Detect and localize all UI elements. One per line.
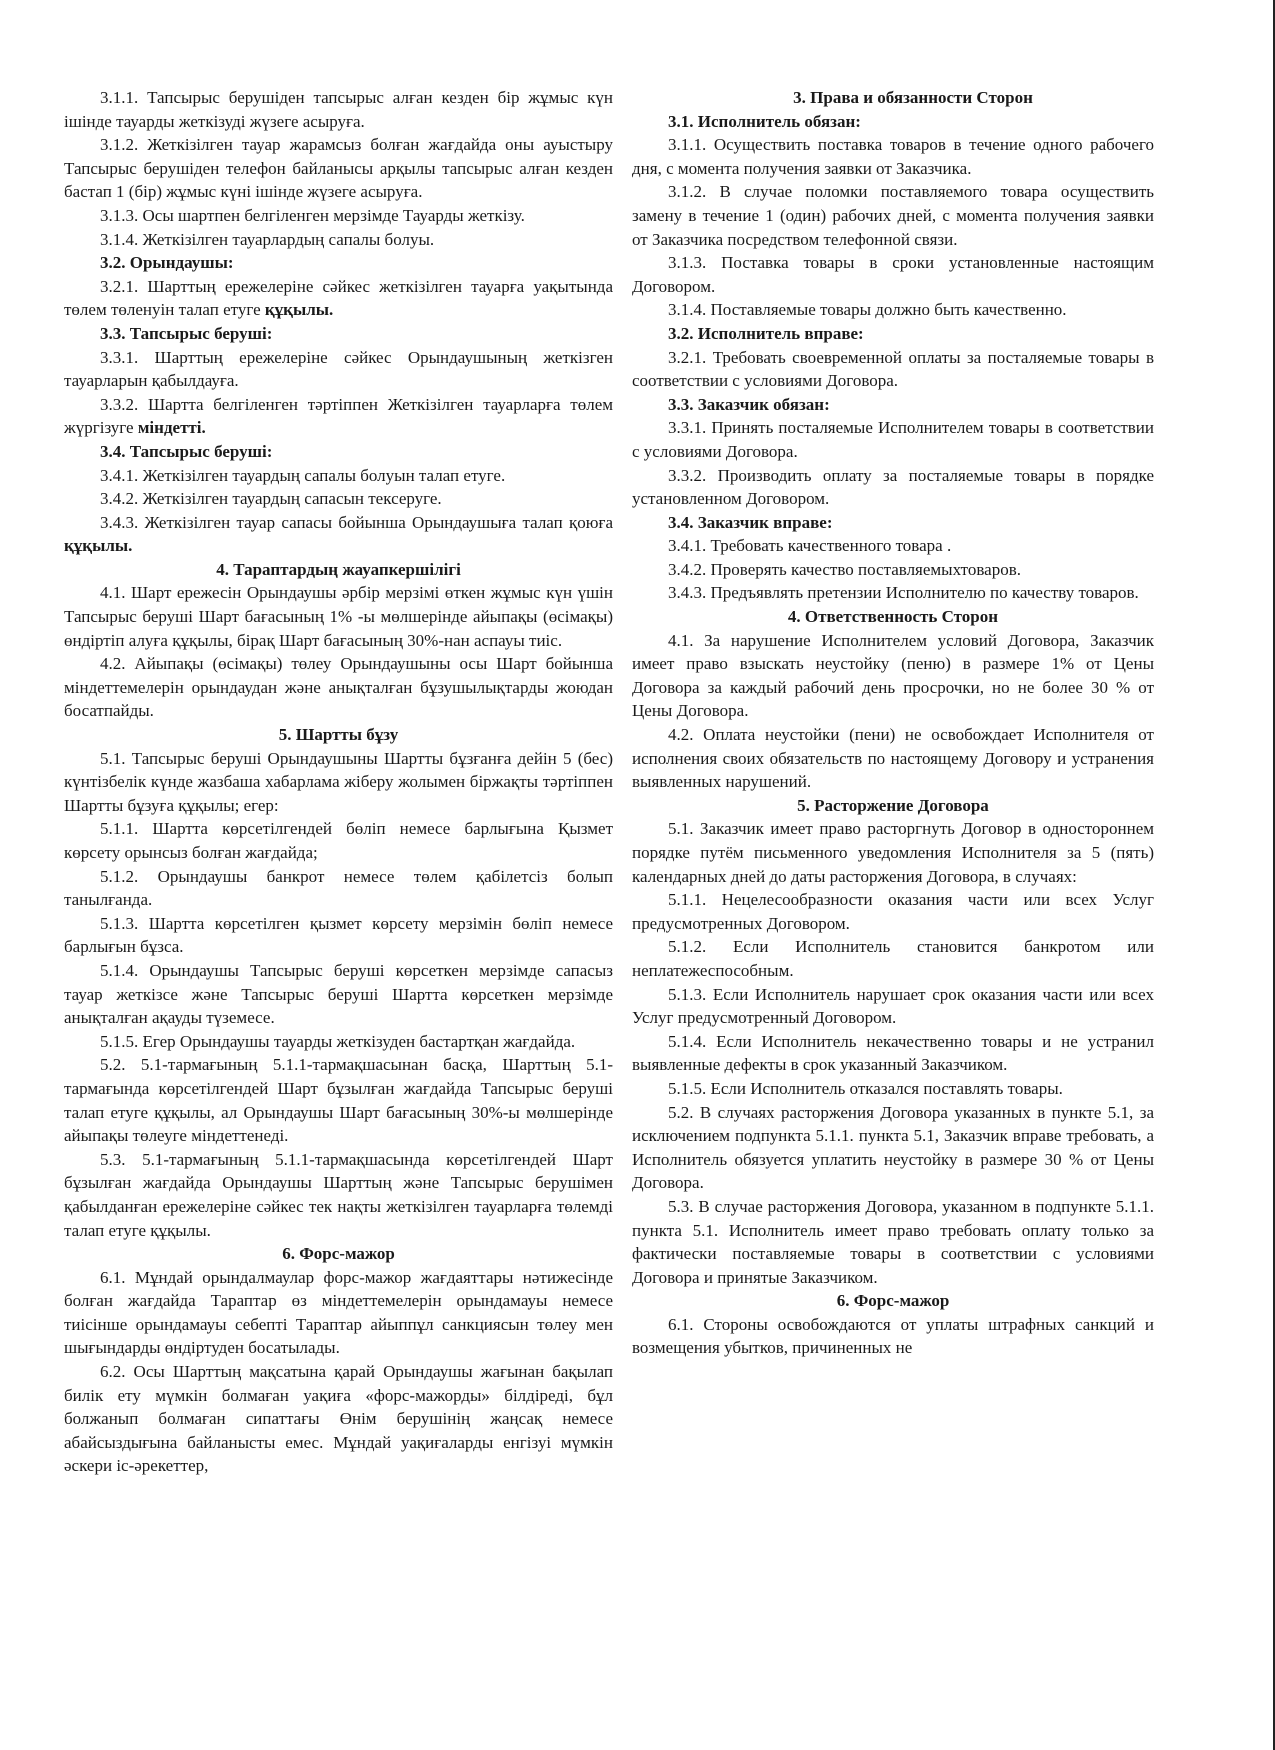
clause-3-2-1-kz-bold: құқылы. bbox=[264, 300, 334, 320]
clause-3-1-4-kz: 3.1.4. Жеткізілген тауарлардың сапалы болуы. bbox=[100, 229, 435, 249]
heading-3-1-ru: 3.1. Исполнитель обязан: bbox=[668, 111, 861, 131]
heading-3-3-ru: 3.3. Заказчик обязан: bbox=[668, 394, 830, 414]
heading-3-2-kz: 3.2. Орындаушы: bbox=[100, 253, 234, 273]
clause-3-3-2-kz bbox=[64, 393, 613, 440]
russian-column bbox=[632, 86, 1154, 1360]
clause-5-2-ru: 5.2. В случаях расторжения Договора указанных в пункте 5.1, за исключением подпункта 5.1.1. пункта 5.1, Заказчик вправе требовать, а Исполнитель обязуется уплатить неустойку в размере 30 % от Цены Договора. bbox=[632, 1102, 1154, 1193]
clause-5-1-ru: 5.1. Заказчик имеет право расторгнуть Договор в одностороннем порядке путём письменного уведомления Исполнителя за 5 (пять) календарных дней до даты расторжения Договора, в случаях: bbox=[632, 819, 1154, 886]
clause-5-1-5-kz: 5.1.5. Егер Орындаушы тауарды жеткізуден бастартқан жағдайда. bbox=[100, 1031, 576, 1051]
clause-4-1-ru: 4.1. За нарушение Исполнителем условий Договора, Заказчик имеет право взыскать неустойку (пеню) в размере 1% от Цены Договора за каждый рабочий день просрочки, но не более 30 % от Цены Договора. bbox=[632, 630, 1154, 721]
clause-4-1-kz: 4.1. Шарт ережесін Орындаушы әрбір мерзімі өткен жұмыс күн үшін Тапсырыс беруші Шарт бағасының 1% -ы мөлшерінде айыпақы (өсімақы) өндіртіп алуға құқылы, бірақ Шарт бағасының 30%-нан аспауы тиіс. bbox=[64, 583, 613, 650]
clause-5-1-4-kz: 5.1.4. Орындаушы Тапсырыс беруші көрсеткен мерзімде сапасыз тауар жеткізсе және Тапсырыс беруші Шартта көрсеткен мерзімде анықталған ақауды түземесе. bbox=[64, 960, 613, 1028]
heading-4-ru: 4. Ответственность Сторон bbox=[787, 607, 999, 627]
clause-3-1-2-kz: 3.1.2. Жеткізілген тауар жарамсыз болған жағдайда оны ауыстыру Тапсырыс берушіден телефон байланысы арқылы тапсырыс алған кезден бастап 1 (бір) жұмыс күні ішінде жүзеге асыруға. bbox=[64, 135, 613, 202]
clause-3-3-1-ru: 3.3.1. Принять посталяемые Исполнителем товары в соответствии с условиями Договора. bbox=[632, 418, 1154, 461]
clause-3-4-3-kz bbox=[64, 511, 613, 558]
clause-3-4-3-kz-text: 3.4.3. Жеткізілген тауар сапасы бойынша Орындаушыға талап қоюға bbox=[100, 512, 613, 532]
clause-5-1-2-ru: 5.1.2. Если Исполнитель становится банкротом или неплатежеспособным. bbox=[632, 937, 1154, 980]
heading-6-ru: 6. Форс-мажор bbox=[836, 1291, 950, 1311]
heading-3-4-kz: 3.4. Тапсырыс беруші: bbox=[100, 441, 273, 461]
clause-3-1-1-kz: 3.1.1. Тапсырыс берушіден тапсырыс алған кезден бір жұмыс күн ішінде тауарды жеткізуді жүзеге асыруға. bbox=[64, 88, 613, 131]
clause-3-4-2-kz: 3.4.2. Жеткізілген тауардың сапасын тексеруге. bbox=[100, 489, 442, 509]
clause-5-3-ru: 5.3. В случае расторжения Договора, указанном в подпункте 5.1.1. пункта 5.1. Исполнитель имеет право требовать оплату только за фактически поставляемые товары в соответствии с условиями Договора и принятые Заказчиком. bbox=[632, 1196, 1154, 1287]
clause-3-3-2-kz-text: 3.3.2. Шартта белгіленген тәртіппен Жеткізілген тауарларға төлем жүргізуге bbox=[64, 394, 613, 438]
clause-4-2-kz: 4.2. Айыпақы (өсімақы) төлеу Орындаушыны осы Шарт бойынша міндеттемелерін орындаудан және анықталған бұзушылықтарды жоюдан босатпайды. bbox=[64, 654, 613, 721]
clause-3-2-1-ru: 3.2.1. Требовать своевременной оплаты за посталяемые товары в соответствии с условиями Договора. bbox=[632, 347, 1154, 391]
clause-3-1-3-ru: 3.1.3. Поставка товары в сроки установленные настоящим Договором. bbox=[632, 253, 1154, 296]
clause-3-3-1-kz: 3.3.1. Шарттың ережелеріне сәйкес Орындаушының жеткізген тауарларын қабылдауға. bbox=[64, 347, 613, 391]
clause-3-2-1-kz bbox=[64, 275, 613, 322]
clause-6-2-kz: 6.2. Осы Шарттың мақсатына қарай Орындаушы жағынан бақылап билік ету мүмкін болмаған уақиға «форс-мажорды» білдіреді, бұл болжанып болмаған сипаттағы Өнім берушінің жаңсақ немесе абайсыздығына байланысты емес. Мұндай уақиғаларды енгізуі мүмкін әскери іс-әрекеттер, bbox=[64, 1362, 613, 1476]
clause-5-1-3-ru: 5.1.3. Если Исполнитель нарушает срок оказания части или всех Услуг предусмотренный Договором. bbox=[632, 984, 1154, 1028]
clause-3-4-1-ru: 3.4.1. Требовать качественного товара . bbox=[668, 536, 952, 556]
clause-4-2-ru: 4.2. Оплата неустойки (пени) не освобождает Исполнителя от исполнения своих обязательств по настоящему Договору и устранения выявленных нарушений. bbox=[632, 725, 1154, 792]
clause-3-4-3-ru: 3.4.3. Предъявлять претензии Исполнителю по качеству товаров. bbox=[668, 583, 1139, 603]
clause-3-4-2-ru: 3.4.2. Проверять качество поставляемыхтоваров. bbox=[668, 559, 1022, 579]
kazakh-column bbox=[64, 86, 613, 1478]
heading-3-4-ru: 3.4. Заказчик вправе: bbox=[668, 512, 833, 532]
clause-3-2-1-kz-text: 3.2.1. Шарттың ережелеріне сәйкес жеткізілген тауарға уақытында төлем төленуін талап етуге bbox=[64, 276, 613, 320]
clause-3-4-3-kz-bold: құқылы. bbox=[64, 536, 133, 556]
clause-6-1-ru: 6.1. Стороны освобождаются от уплаты штрафных санкций и возмещения убытков, причиненных не bbox=[632, 1314, 1154, 1358]
clause-3-3-2-ru: 3.3.2. Производить оплату за посталяемые товары в порядке установленном Договором. bbox=[632, 465, 1154, 509]
clause-5-3-kz: 5.3. 5.1-тармағының 5.1.1-тармақшасында көрсетілгендей Шарт бұзылған жағдайда Орындаушы Шарттың және Тапсырыс берушімен қабылданған ережелеріне сәйкес тек нақты жеткізілген тауарларға төлемді талап етуге құқылы. bbox=[64, 1149, 613, 1240]
heading-4-kz: 4. Тараптардың жауапкершілігі bbox=[216, 559, 461, 579]
heading-3-ru: 3. Права и обязанности Сторон bbox=[793, 88, 1033, 107]
clause-5-1-1-kz: 5.1.1. Шартта көрсетілгендей бөліп немесе барлығына Қызмет көрсету орынсыз болған жағдайда; bbox=[64, 819, 613, 862]
heading-5-ru: 5. Расторжение Договора bbox=[797, 795, 989, 815]
heading-6-kz: 6. Форс-мажор bbox=[282, 1244, 395, 1264]
clause-5-1-1-ru: 5.1.1. Нецелесообразности оказания части или всех Услуг предусмотренных Договором. bbox=[632, 890, 1154, 933]
heading-3-3-kz: 3.3. Тапсырыс беруші: bbox=[100, 323, 273, 343]
heading-3-2-ru: 3.2. Исполнитель вправе: bbox=[668, 323, 864, 343]
clause-5-1-3-kz: 5.1.3. Шартта көрсетілген қызмет көрсету мерзімін бөліп немесе барлығын бұзса. bbox=[64, 913, 613, 957]
clause-3-3-2-kz-bold: міндетті. bbox=[137, 418, 206, 438]
clause-5-1-2-kz: 5.1.2. Орындаушы банкрот немесе төлем қабілетсіз болып танылғанда. bbox=[64, 866, 613, 910]
heading-5-kz: 5. Шартты бұзу bbox=[278, 725, 399, 745]
clause-3-1-1-ru: 3.1.1. Осуществить поставка товаров в течение одного рабочего дня, с момента получения заявки от Заказчика. bbox=[632, 135, 1154, 178]
clause-5-1-5-ru: 5.1.5. Если Исполнитель отказался поставлять товары. bbox=[668, 1078, 1063, 1098]
clause-3-1-3-kz: 3.1.3. Осы шартпен белгіленген мерзімде Тауарды жеткізу. bbox=[100, 205, 525, 225]
clause-5-1-4-ru: 5.1.4. Если Исполнитель некачественно товары и не устранил выявленные дефекты в срок указанный Заказчиком. bbox=[632, 1031, 1154, 1075]
clause-3-1-4-ru: 3.1.4. Поставляемые товары должно быть качественно. bbox=[668, 300, 1067, 320]
clause-5-1-kz: 5.1. Тапсырыс беруші Орындаушыны Шартты бұзғанға дейін 5 (бес) күнтізбелік күнде жазбаша хабарлама жіберу жолымен біржақты тәртіппен Шартты бұзуға құқылы; егер: bbox=[64, 748, 613, 815]
clause-3-1-2-ru: 3.1.2. В случае поломки поставляемого товара осуществить замену в течение 1 (один) рабочих дней, с момента получения заявки от Заказчика посредством телефонной связи. bbox=[632, 182, 1154, 249]
clause-6-1-kz: 6.1. Мұндай орындалмаулар форс-мажор жағдаяттары нәтижесінде болған жағдайда Тараптар өз міндеттемелерін орындамауы немесе тиісінше орындамауы себепті Тараптар айыппұл санкциясын төлеу мен шығындарды өндіртуден босатылады. bbox=[64, 1267, 613, 1358]
clause-5-2-kz: 5.2. 5.1-тармағының 5.1.1-тармақшасынан басқа, Шарттың 5.1-тармағында көрсетілгендей Шарт бұзылған жағдайда Тапсырыс беруші талап етуге құқылы, ал Орындаушы Шарт бағасының 30%-ы мөлшерінде айыпақы төлеуге міндеттенеді. bbox=[64, 1055, 613, 1146]
clause-3-4-1-kz: 3.4.1. Жеткізілген тауардың сапалы болуын талап етуге. bbox=[100, 465, 506, 485]
